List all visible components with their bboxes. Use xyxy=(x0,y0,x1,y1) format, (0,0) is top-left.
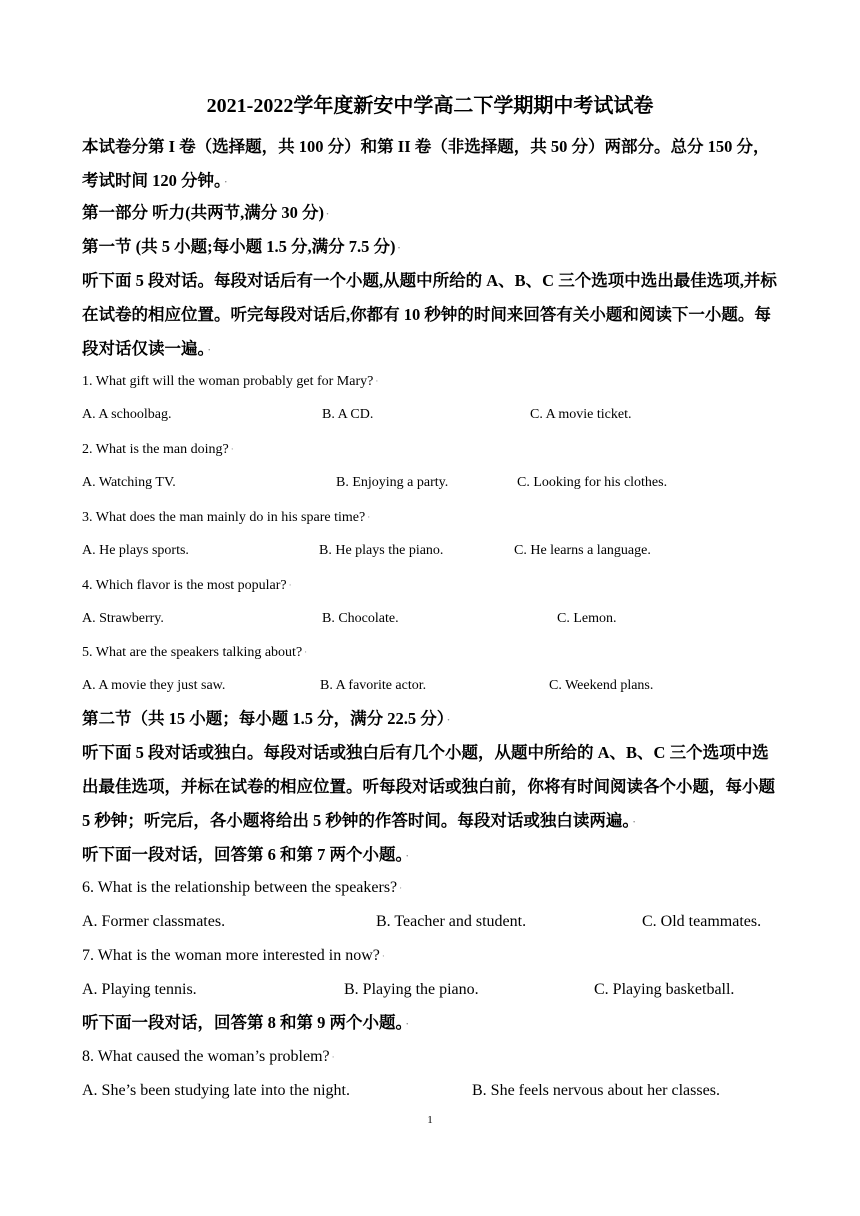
question-text: 3. What does the man mainly do in his spare time? xyxy=(82,510,366,525)
option-c: C. A movie ticket. xyxy=(530,407,632,422)
question-text: 4. Which flavor is the most popular? xyxy=(82,578,287,593)
option-a: A. Strawberry. xyxy=(82,611,164,626)
dialog-6-7-text: 听下面一段对话，回答第 6 和第 7 两个小题。 xyxy=(82,845,404,864)
question-7 xyxy=(82,945,782,967)
question-text: 2. What is the man doing? xyxy=(82,442,229,457)
section2-heading xyxy=(82,702,782,737)
question-text: 6. What is the relationship between the speakers? xyxy=(82,879,398,896)
part1-heading-text: 第一部分 听力(共两节,满分 30 分) xyxy=(82,203,324,222)
option-a: A. A movie they just saw. xyxy=(82,678,226,693)
part1-heading xyxy=(82,196,782,231)
paragraph-mark-icon: · xyxy=(632,817,636,827)
section2-instructions xyxy=(82,736,782,839)
paragraph-mark-icon: · xyxy=(375,376,379,386)
paragraph-mark-icon: · xyxy=(397,243,401,253)
option-b: B. He plays the piano. xyxy=(319,543,444,558)
option-a: A. A schoolbag. xyxy=(82,407,172,422)
question-1 xyxy=(82,371,782,392)
question-7-options xyxy=(82,979,782,1001)
paragraph-mark-icon: · xyxy=(399,883,403,893)
dialog-6-7-prompt xyxy=(82,838,782,873)
paragraph-mark-icon: · xyxy=(405,1019,409,1029)
question-1-options xyxy=(82,405,782,427)
section2-instructions-text: 听下面 5 段对话或独白。每段对话或独白后有几个小题，从题中所给的 A、B、C 三个选项中选出最佳选项，并标在试卷的相应位置。听每段对话或独白前，你将有时间阅读各个小题，每小题 5 秒钟；听完后，各小题将给出 5 秒钟的作答时间。每段对话或独白读两遍。 xyxy=(82,743,775,830)
section1-heading xyxy=(82,230,782,265)
section1-instructions xyxy=(82,264,782,367)
option-c: C. Lemon. xyxy=(557,611,617,626)
section2-heading-text: 第二节（共 15 小题；每小题 1.5 分，满分 22.5 分） xyxy=(82,709,445,728)
page-number: 1 xyxy=(427,1114,433,1126)
exam-intro-text: 本试卷分第 I 卷（选择题，共 100 分）和第 II 卷（非选择题，共 50 分）两部分。总分 150 分，考试时间 120 分钟。 xyxy=(82,137,770,190)
option-b: B. Enjoying a party. xyxy=(336,475,449,490)
paragraph-mark-icon: · xyxy=(331,1052,335,1062)
exam-title: 2021-2022学年度新安中学高二下学期期中考试试卷 xyxy=(206,95,654,117)
paragraph-mark-icon: · xyxy=(304,647,308,657)
option-a: A. She’s been studying late into the night. xyxy=(82,1082,350,1099)
option-c: C. Weekend plans. xyxy=(549,678,654,693)
dialog-8-9-text: 听下面一段对话，回答第 8 和第 9 两个小题。 xyxy=(82,1013,404,1032)
question-2 xyxy=(82,439,782,460)
question-3 xyxy=(82,507,782,528)
option-c: C. Playing basketball. xyxy=(594,981,735,998)
option-b: B. A favorite actor. xyxy=(320,678,427,693)
exam-intro xyxy=(82,130,782,199)
paragraph-mark-icon: · xyxy=(367,512,371,522)
question-2-options xyxy=(82,473,782,495)
paragraph-mark-icon: · xyxy=(224,177,228,187)
option-a: A. Watching TV. xyxy=(82,475,176,490)
question-text: 1. What gift will the woman probably get for Mary? xyxy=(82,374,374,389)
question-text: 5. What are the speakers talking about? xyxy=(82,645,303,660)
option-c: C. Old teammates. xyxy=(642,913,762,930)
paragraph-mark-icon: · xyxy=(230,444,234,454)
question-text: 7. What is the woman more interested in now? xyxy=(82,947,380,964)
paragraph-mark-icon: · xyxy=(207,345,211,355)
option-b: B. Playing the piano. xyxy=(344,981,479,998)
question-3-options xyxy=(82,541,782,563)
paragraph-mark-icon: · xyxy=(288,580,292,590)
paragraph-mark-icon: · xyxy=(447,715,451,725)
question-5-options xyxy=(82,676,782,698)
paragraph-mark-icon: · xyxy=(326,209,330,219)
option-a: A. Former classmates. xyxy=(82,913,226,930)
question-5 xyxy=(82,642,782,663)
question-8 xyxy=(82,1046,782,1068)
option-a: A. Playing tennis. xyxy=(82,981,197,998)
option-b: B. She feels nervous about her classes. xyxy=(472,1082,720,1099)
option-c: C. Looking for his clothes. xyxy=(517,475,668,490)
question-4 xyxy=(82,575,782,596)
option-b: B. Teacher and student. xyxy=(376,913,527,930)
question-6 xyxy=(82,877,782,899)
question-text: 8. What caused the woman’s problem? xyxy=(82,1048,330,1065)
paragraph-mark-icon: · xyxy=(381,951,385,961)
question-8-options xyxy=(82,1080,782,1102)
option-b: B. A CD. xyxy=(322,407,374,422)
section1-instructions-text: 听下面 5 段对话。每段对话后有一个小题,从题中所给的 A、B、C 三个选项中选出最佳选项,并标在试卷的相应位置。听完每段对话后,你都有 10 秒钟的时间来回答有关小题和阅读下一小题。每段对话仅读一遍。 xyxy=(82,271,777,358)
option-a: A. He plays sports. xyxy=(82,543,189,558)
section1-heading-text: 第一节 (共 5 小题;每小题 1.5 分,满分 7.5 分) xyxy=(82,237,396,256)
option-b: B. Chocolate. xyxy=(322,611,399,626)
question-6-options xyxy=(82,911,782,933)
option-c: C. He learns a language. xyxy=(514,543,651,558)
dialog-8-9-prompt xyxy=(82,1006,782,1041)
paragraph-mark-icon: · xyxy=(405,851,409,861)
question-4-options xyxy=(82,609,782,631)
